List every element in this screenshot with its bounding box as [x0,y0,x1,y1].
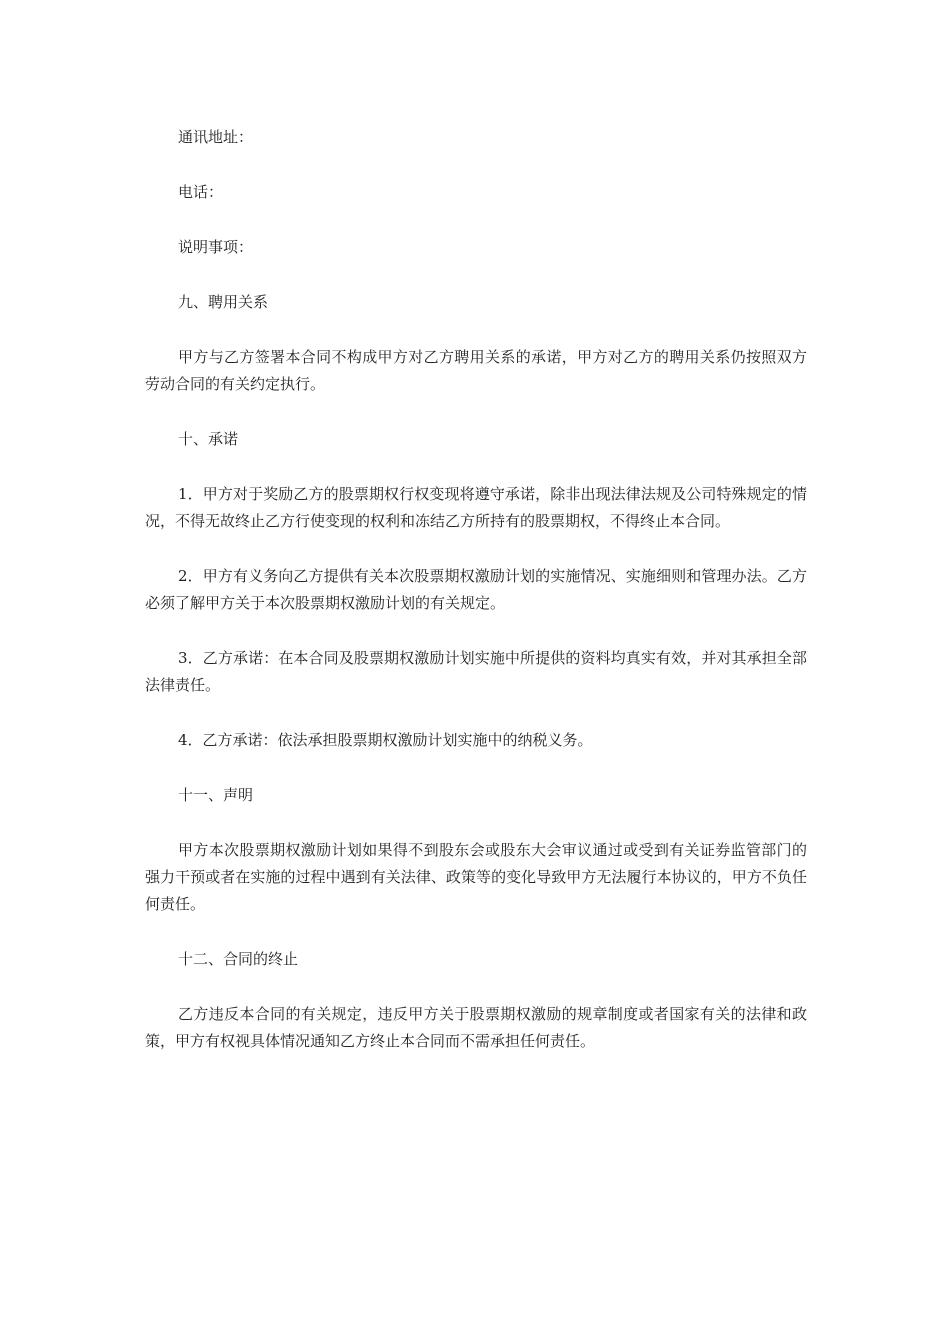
statement-paragraph: 甲方本次股票期权激励计划如果得不到股东会或股东大会审议通过或受到有关证券监管部门的强力干预或者在实施的过程中遇到有关法律、政策等的变化导致甲方无法履行本协议的，甲方不负任何责任。 [145,841,807,913]
section-heading-employment: 九、聘用关系 [178,293,269,311]
commitment-item-4: 4．乙方承诺：依法承担股票期权激励计划实施中的纳税义务。 [178,731,593,749]
mailing-address-label: 通讯地址： [178,128,254,146]
termination-paragraph: 乙方违反本合同的有关规定，违反甲方关于股票期权激励的规章制度或者国家有关的法律和政策，甲方有权视具体情况通知乙方终止本合同而不需承担任何责任。 [145,1005,807,1050]
document-body [145,124,807,1055]
commitment-item-3: 3．乙方承诺：在本合同及股票期权激励计划实施中所提供的资料均真实有效，并对其承担全部法律责任。 [145,649,807,694]
commitment-item-1: 1．甲方对于奖励乙方的股票期权行权变现将遵守承诺，除非出现法律法规及公司特殊规定的情况，不得无故终止乙方行使变现的权利和冻结乙方所持有的股票期权，不得终止本合同。 [145,485,807,530]
phone-label: 电话： [178,183,224,201]
section-heading-commitment: 十、承诺 [178,430,239,448]
commitment-item-2: 2．甲方有义务向乙方提供有关本次股票期权激励计划的实施情况、实施细则和管理办法。乙方必须了解甲方关于本次股票期权激励计划的有关规定。 [145,567,807,612]
notes-label: 说明事项： [178,238,254,256]
employment-paragraph: 甲方与乙方签署本合同不构成甲方对乙方聘用关系的承诺，甲方对乙方的聘用关系仍按照双方劳动合同的有关约定执行。 [145,348,807,393]
section-heading-statement: 十一、声明 [178,786,254,804]
section-heading-termination: 十二、合同的终止 [178,950,299,968]
